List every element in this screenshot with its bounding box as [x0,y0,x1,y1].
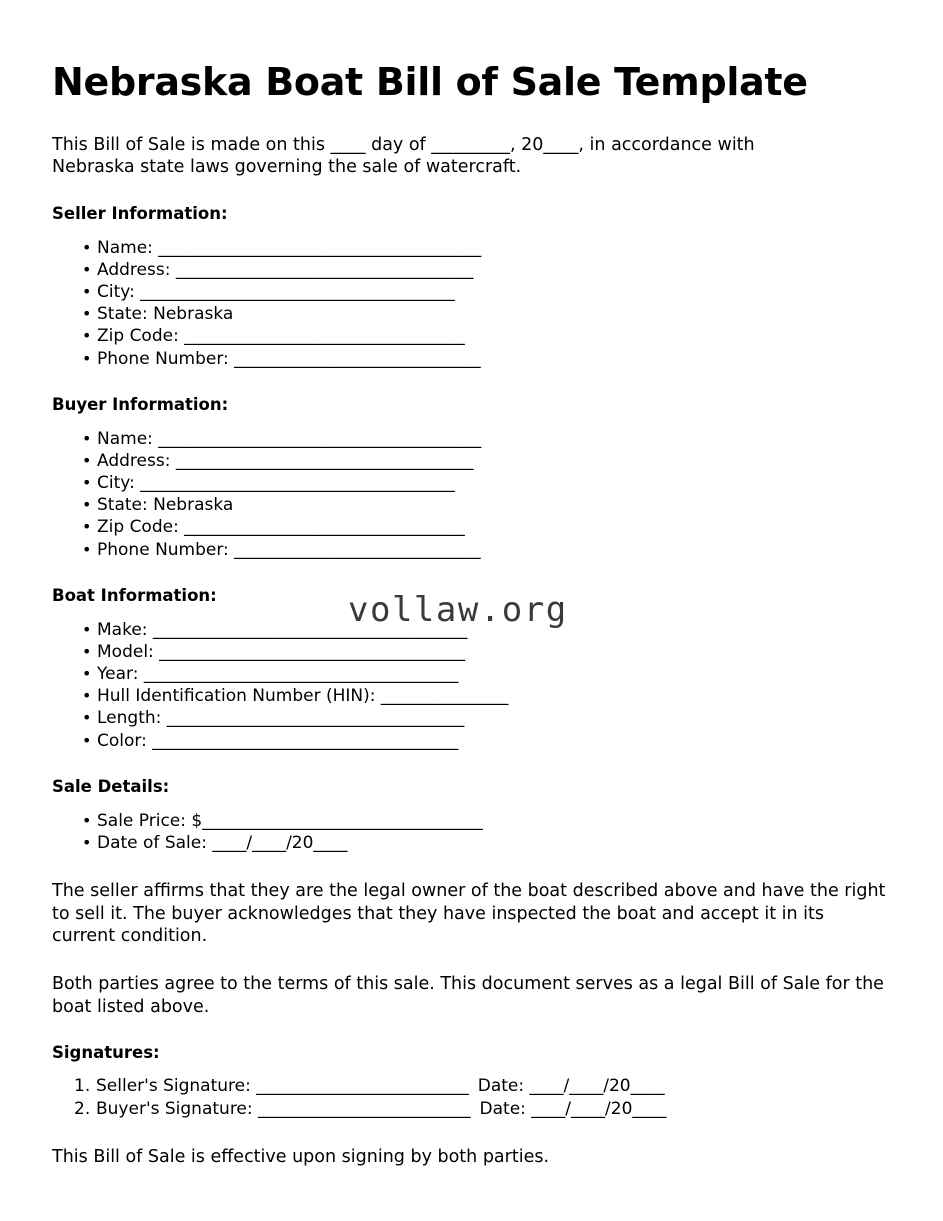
buyer-field-list [52,428,892,561]
page-title: Nebraska Boat Bill of Sale Template [52,60,808,104]
seller-signature-date: Date: ____/____/20____ [477,1076,665,1097]
boat-field-list [52,619,892,752]
list-item: • Model: ____________________________________ [52,641,892,663]
signatures-heading: Signatures: [52,1043,160,1063]
list-item: • Name: ______________________________________ [52,237,892,259]
seller-signature-label: Seller's Signature: _________________________ [96,1076,469,1097]
list-item: • Name: ______________________________________ [52,428,892,450]
boat-information-heading: Boat Information: [52,585,217,605]
document-content [52,0,892,1169]
list-item: • Hull Identification Number (HIN): _______________ [52,685,892,707]
list-item: • Zip Code: _________________________________ [52,516,892,538]
list-item: • Zip Code: _________________________________ [52,325,892,347]
list-item [52,1075,892,1098]
list-item: • State: Nebraska [52,494,892,516]
sale-field-list [52,810,892,854]
affirmation-paragraph-2: Both parties agree to the terms of this sale. This document serves as a legal Bill of Sale for the boat listed above. [52,974,884,1017]
list-item: • Phone Number: _____________________________ [52,348,892,370]
intro-paragraph: This Bill of Sale is made on this ____ day of _________, 20____, in accordance with Nebraska state laws governing the sale of watercraft. [52,135,755,178]
list-item: • Year: _____________________________________ [52,663,892,685]
buyer-signature-label: Buyer's Signature: _________________________ [96,1098,471,1119]
sale-details-heading: Sale Details: [52,776,170,796]
list-item [52,1098,892,1121]
list-item: • Date of Sale: ____/____/20____ [52,832,892,854]
list-item: • State: Nebraska [52,303,892,325]
buyer-information-heading: Buyer Information: [52,394,229,414]
watermark-vollaw: vollaw.org [348,590,568,630]
list-item: • City: _____________________________________ [52,281,892,303]
buyer-signature-date: Date: ____/____/20____ [479,1098,667,1119]
list-item: • Make: _____________________________________ [52,619,892,641]
closing-statement: This Bill of Sale is effective upon signing by both parties. [52,1147,550,1168]
list-item: • Sale Price: $_________________________________ [52,810,892,832]
list-item: • Phone Number: _____________________________ [52,539,892,561]
signature-list [52,1075,892,1120]
affirmation-paragraph-1: The seller affirms that they are the legal owner of the boat described above and have the right to sell it. The buyer acknowledges that they have inspected the boat and accept it in its current condition. [52,881,886,947]
list-item: • Color: ____________________________________ [52,730,892,752]
list-item: • Address: ___________________________________ [52,450,892,472]
seller-field-list [52,237,892,370]
seller-information-heading: Seller Information: [52,203,228,223]
list-item: • Address: ___________________________________ [52,259,892,281]
list-item: • Length: ___________________________________ [52,707,892,729]
list-item: • City: _____________________________________ [52,472,892,494]
